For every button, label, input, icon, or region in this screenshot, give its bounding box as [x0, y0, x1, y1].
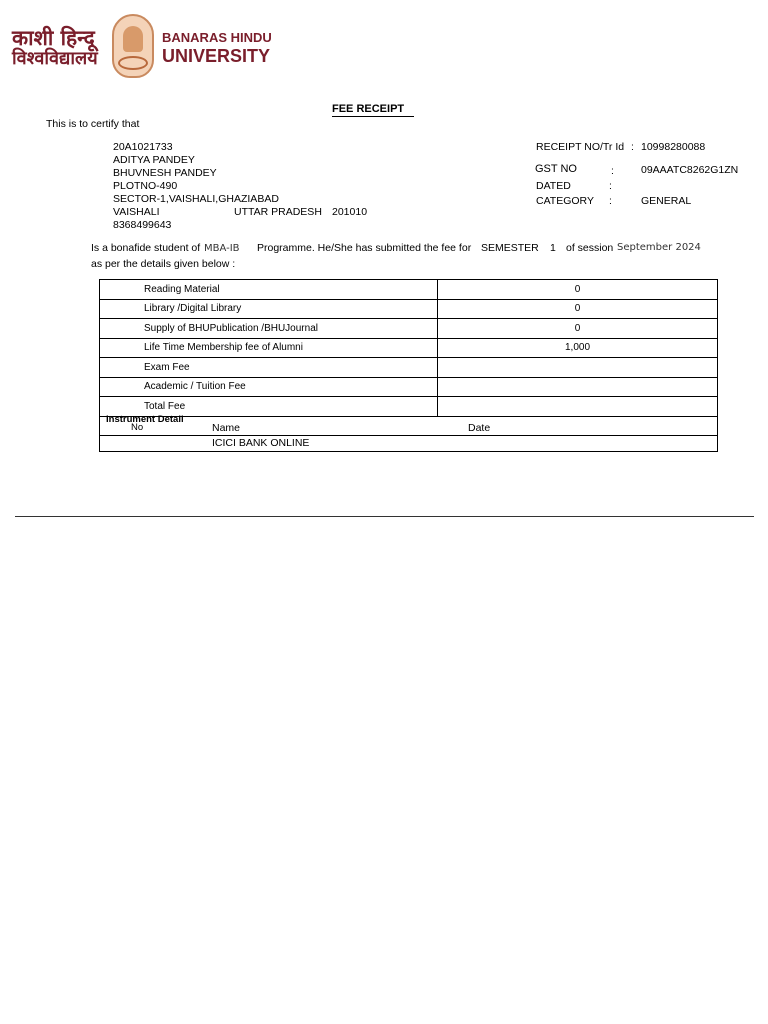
dated-label: DATED [536, 180, 571, 192]
statement-part3: of session [566, 242, 614, 254]
instrument-name-value: ICICI BANK ONLINE [212, 437, 310, 449]
page-divider [15, 516, 754, 517]
statement-part2: Programme. He/She has submitted the fee for [257, 242, 472, 254]
fee-label: Exam Fee [100, 358, 438, 378]
fee-amount: 0 [438, 319, 718, 339]
student-address-line1: PLOTNO-490 [113, 180, 178, 192]
receipt-no-value: 10998280088 [641, 141, 706, 153]
fee-table [99, 279, 718, 417]
student-city: VAISHALI [113, 206, 160, 218]
gst-label: GST NO [535, 163, 577, 175]
semester-label: SEMESTER [481, 242, 539, 254]
instrument-col-name: Name [212, 422, 241, 434]
logo-english-line1: BANARAS HINDU [162, 30, 272, 45]
logo-english-line2: UNIVERSITY [162, 46, 271, 66]
fee-row [100, 280, 718, 300]
fee-label: Academic / Tuition Fee [100, 377, 438, 397]
receipt-no-colon: : [631, 141, 634, 153]
certify-text: This is to certify that [46, 118, 140, 130]
statement-line2: as per the details given below : [91, 258, 236, 270]
category-colon: : [609, 195, 612, 207]
fee-label: Library /Digital Library [100, 299, 438, 319]
session-value: September 2024 [617, 242, 701, 253]
category-label: CATEGORY [536, 195, 594, 207]
category-value: GENERAL [641, 195, 692, 207]
dated-colon: : [609, 180, 612, 192]
semester-value: 1 [550, 242, 556, 254]
logo-hindi-line2: विश्वविद्यालय [12, 48, 98, 69]
fee-label: Life Time Membership fee of Alumni [100, 338, 438, 358]
fee-label: Reading Material [100, 280, 438, 300]
fee-amount: 0 [438, 299, 718, 319]
programme-value: MBA-IB [204, 243, 240, 254]
fee-amount [438, 377, 718, 397]
student-pin: 201010 [332, 206, 368, 218]
fee-label: Total Fee [100, 397, 438, 417]
fee-row [100, 377, 718, 397]
student-father-name: BHUVNESH PANDEY [113, 167, 217, 179]
student-roll: 20A1021733 [113, 141, 173, 153]
university-emblem-icon [112, 14, 154, 78]
fee-amount: 1,000 [438, 338, 718, 358]
fee-row [100, 319, 718, 339]
instrument-detail-section [99, 412, 718, 452]
fee-row [100, 299, 718, 319]
statement-part1: Is a bonafide student of [91, 242, 201, 254]
gst-colon: : [611, 165, 614, 177]
fee-row [100, 358, 718, 378]
receipt-no-label: RECEIPT NO/Tr Id [536, 141, 625, 153]
instrument-heading: Instrument Detail [106, 414, 184, 425]
student-address-line2: SECTOR-1,VAISHALI,GHAZIABAD [113, 193, 279, 205]
student-state: UTTAR PRADESH [234, 206, 322, 218]
page-title: FEE RECEIPT [332, 103, 414, 117]
logo-hindi-line1: काशी हिन्दू [12, 26, 95, 50]
fee-label: Supply of BHUPublication /BHUJournal [100, 319, 438, 339]
instrument-col-date: Date [468, 422, 491, 434]
student-name: ADITYA PANDEY [113, 154, 195, 166]
student-phone: 8368499643 [113, 219, 172, 231]
fee-amount: 0 [438, 280, 718, 300]
fee-row [100, 338, 718, 358]
fee-amount [438, 358, 718, 378]
instrument-col-no: No [131, 422, 144, 433]
gst-value: 09AAATC8262G1ZN [641, 164, 739, 176]
